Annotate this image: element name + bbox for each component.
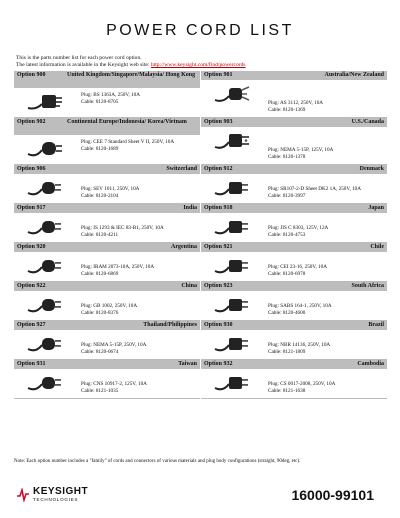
option-body	[201, 291, 387, 320]
cable-part: Cable: 8120-4600	[268, 310, 306, 316]
plug-chile-icon	[211, 254, 253, 276]
plug-swiss-icon	[24, 176, 66, 198]
option-cell	[201, 243, 387, 282]
option-body	[201, 127, 387, 164]
option-901-cell	[201, 71, 387, 118]
table-row	[14, 71, 387, 118]
cable-part: Cable: 8120-6869	[81, 271, 119, 277]
option-number: Option 920	[17, 244, 46, 250]
cable-part: Cable: 8120-8705	[81, 99, 119, 105]
cable-part: Cable: 8120-1689	[81, 146, 119, 152]
plug-spec: Plug: CEI 23-16, 250V, 10A	[268, 264, 327, 270]
option-body	[14, 88, 200, 109]
option-number: Option 900	[17, 72, 46, 78]
plug-brazil-icon	[211, 332, 253, 354]
option-cell	[201, 360, 387, 399]
option-header	[201, 243, 387, 252]
region-name: Japan	[368, 205, 384, 211]
option-spec	[81, 303, 196, 317]
document-part-number: 16000-99101	[291, 487, 374, 503]
option-902-cell	[14, 118, 200, 165]
option-spec	[268, 186, 383, 200]
option-spec	[81, 342, 196, 356]
option-spec	[268, 303, 383, 317]
option-cell	[201, 165, 387, 204]
region-name: Cambodia	[357, 361, 384, 367]
option-body	[201, 174, 387, 203]
option-header	[14, 118, 200, 135]
region-name: Taiwan	[178, 361, 197, 367]
option-spec	[268, 381, 383, 395]
option-spec	[268, 264, 383, 278]
option-body	[201, 80, 387, 117]
plug-thailand-icon	[24, 332, 66, 354]
keysight-logo	[16, 487, 88, 502]
page-title: POWER CORD LIST	[106, 22, 294, 39]
plug-spec: Plug: NEMA 5-15P, 125V, 10A	[268, 147, 334, 153]
cable-part: Cable: 8120-3997	[268, 193, 306, 199]
option-number: Option 903	[204, 119, 233, 125]
option-body	[14, 174, 200, 203]
option-spec	[81, 225, 196, 239]
option-cell	[201, 282, 387, 321]
option-header	[201, 360, 387, 369]
plug-uk-icon	[24, 90, 66, 112]
plug-spec: Plug: CS 0017-2008, 250V, 10A	[268, 381, 336, 387]
intro-line-1: This is the parts number list for each power cord option.	[16, 55, 142, 61]
region-name: United Kingdom/Singapore/Malaysia/ Hong Kong	[67, 72, 196, 78]
plug-spec: Plug: IS 1293 & IEC 83-B1, 250V, 10A	[81, 225, 164, 231]
option-spec	[81, 264, 196, 278]
intro-line-2-text: The latest information is available in the Keysight web site:	[16, 62, 150, 68]
option-header	[201, 71, 387, 80]
table-row	[14, 321, 387, 360]
option-cell	[14, 282, 200, 321]
cable-part: Cable: 8120-0674	[81, 349, 119, 355]
option-body	[14, 252, 200, 281]
option-number: Option 918	[204, 205, 233, 211]
region-name: Switzerland	[166, 166, 197, 172]
option-cell	[14, 321, 200, 360]
plug-spec: Plug: JIS C 8303, 125V, 12A	[268, 225, 329, 231]
option-number: Option 923	[204, 283, 233, 289]
region-name: Denmark	[359, 166, 384, 172]
powercords-link[interactable]: http://www.keysight.com/find/powercords	[150, 62, 246, 68]
option-header	[201, 204, 387, 213]
table-row	[14, 165, 387, 204]
option-body	[14, 330, 200, 359]
region-name: India	[183, 205, 197, 211]
option-body	[14, 291, 200, 320]
option-body	[201, 252, 387, 281]
option-spec	[268, 225, 383, 239]
option-number: Option 906	[17, 166, 46, 172]
option-number: Option 922	[17, 283, 46, 289]
logo-word: KEYSIGHT	[33, 486, 89, 497]
plug-japan-icon	[211, 215, 253, 237]
cable-part: Cable: 8120-2104	[81, 193, 119, 199]
plug-australia-icon	[211, 82, 253, 104]
plug-spec: Plug: BS 1363A, 250V, 10A	[81, 92, 140, 98]
cable-part: Cable: 8121-1035	[81, 388, 119, 394]
plug-spec: Plug: CEE 7 Standard Sheet V II, 250V, 10A	[81, 139, 175, 145]
option-header	[14, 360, 200, 369]
region-name: Argentina	[171, 244, 197, 250]
intro	[16, 55, 246, 69]
region-name: South Africa	[351, 283, 384, 289]
option-header	[201, 165, 387, 174]
plug-cambodia-icon	[211, 371, 253, 393]
option-spec	[268, 147, 383, 161]
option-number: Option 921	[204, 244, 233, 250]
plug-spec: Plug: IRAM 2073-10A, 250V, 10A	[81, 264, 155, 270]
table-row	[14, 243, 387, 282]
plug-spec: Plug: SR107-2-D Sheet DK2 1A, 250V, 10A	[268, 186, 361, 192]
plug-us-icon	[211, 129, 253, 151]
option-number: Option 931	[17, 361, 46, 367]
region-name: Thailand/Philippines	[143, 322, 197, 328]
option-body	[14, 135, 200, 156]
option-number: Option 917	[17, 205, 46, 211]
cable-part: Cable: 8121-1638	[268, 388, 306, 394]
plug-spec: Plug: NBR 14136, 250V, 10A	[268, 342, 331, 348]
option-body	[14, 213, 200, 242]
cable-part: Cable: 8120-1369	[268, 107, 306, 113]
option-number: Option 912	[204, 166, 233, 172]
plug-india-icon	[24, 215, 66, 237]
option-number: Option 902	[17, 119, 46, 125]
option-body	[201, 369, 387, 398]
option-header	[201, 282, 387, 291]
option-spec	[81, 139, 196, 153]
option-cell	[14, 165, 200, 204]
option-cell	[14, 243, 200, 282]
option-body	[201, 330, 387, 359]
logo-sub: TECHNOLOGIES	[33, 497, 79, 502]
option-spec	[81, 186, 196, 200]
logo-text	[33, 487, 88, 502]
option-body	[14, 369, 200, 398]
intro-line-2	[16, 62, 246, 69]
option-header	[201, 118, 387, 127]
region-name: Continental Europe/Indonesia/ Korea/Vietnam	[67, 119, 187, 125]
option-header	[14, 165, 200, 174]
option-cell	[14, 204, 200, 243]
table-rows-rest	[14, 165, 387, 399]
option-903-cell	[201, 118, 387, 165]
footnote: Note: Each option number includes a "family" of cords and connectors of various materials and plug body configurations (straight, 90deg, etc).	[14, 459, 301, 464]
power-cord-table	[14, 71, 387, 399]
plug-taiwan-icon	[24, 371, 66, 393]
cable-part: Cable: 8121-1809	[268, 349, 306, 355]
plug-china-icon	[24, 293, 66, 315]
keysight-wave-icon	[16, 488, 30, 502]
option-number: Option 927	[17, 322, 46, 328]
table-row	[14, 360, 387, 399]
plug-spec: Plug: GB 1002, 250V, 10A	[81, 303, 138, 309]
plug-europe-icon	[24, 137, 66, 159]
option-spec	[81, 92, 196, 106]
option-number: Option 901	[204, 72, 233, 78]
region-name: Brazil	[368, 322, 384, 328]
option-cell	[14, 360, 200, 399]
plug-spec: Plug: SEV 1011, 250V, 10A	[81, 186, 140, 192]
option-900-cell	[14, 71, 200, 118]
option-cell	[201, 321, 387, 360]
cable-part: Cable: 8120-1378	[268, 154, 306, 160]
plug-denmark-icon	[211, 176, 253, 198]
cable-part: Cable: 8120-6978	[268, 271, 306, 277]
option-header	[14, 282, 200, 291]
option-header	[201, 321, 387, 330]
option-spec	[268, 342, 383, 356]
plug-spec: Plug: SABS 164-1, 250V, 10A	[268, 303, 332, 309]
option-body	[201, 213, 387, 242]
option-number: Option 932	[204, 361, 233, 367]
table-row	[14, 204, 387, 243]
option-header	[14, 71, 200, 88]
region-name: China	[181, 283, 197, 289]
option-header	[14, 204, 200, 213]
region-name: Australia/New Zealand	[324, 72, 384, 78]
option-number: Option 930	[204, 322, 233, 328]
cable-part: Cable: 8120-4753	[268, 232, 306, 238]
plug-argentina-icon	[24, 254, 66, 276]
cable-part: Cable: 8120-8376	[81, 310, 119, 316]
option-cell	[201, 204, 387, 243]
option-header	[14, 243, 200, 252]
plug-south-africa-icon	[211, 293, 253, 315]
table-row	[14, 118, 387, 165]
option-header	[14, 321, 200, 330]
table-row	[14, 282, 387, 321]
region-name: Chile	[370, 244, 384, 250]
option-spec	[268, 100, 383, 114]
plug-spec: Plug: AS 3112, 250V, 10A	[268, 100, 324, 106]
option-spec	[81, 381, 196, 395]
cable-part: Cable: 8120-4211	[81, 232, 119, 238]
region-name: U.S./Canada	[351, 119, 384, 125]
plug-spec: Plug: NEMA 5-15P, 250V, 10A	[81, 342, 147, 348]
plug-spec: Plug: CNS 10917-2, 125V, 10A	[81, 381, 147, 387]
